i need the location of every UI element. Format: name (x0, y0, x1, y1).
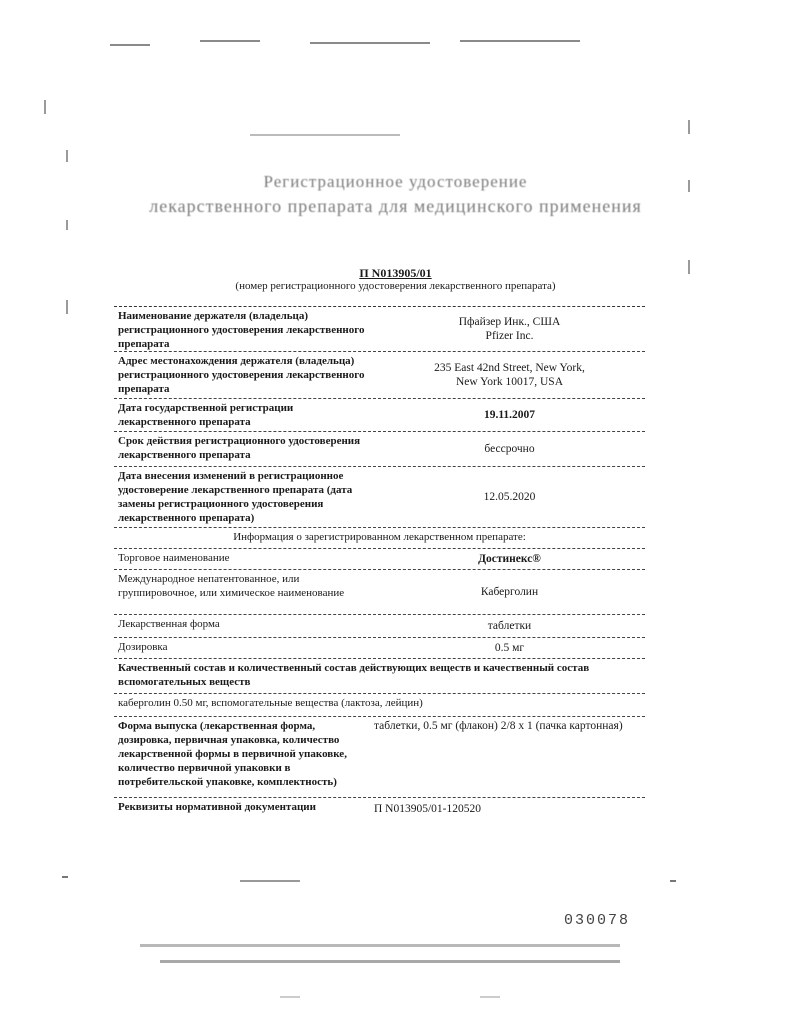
release-form: таблетки, 0.5 мг (флакон) 2/8 x 1 (пачка картонная) (374, 720, 623, 732)
row-label: Форма выпуска (лекарственная форма, дозировка, первичная упаковка, количество лекарственной формы в первичной упаковке, количество первичной упаковки в потребительской упаковке, комплектность) (118, 720, 347, 788)
table-row (114, 467, 645, 528)
dosage-form: таблетки (487, 620, 532, 632)
row-label: Дата внесения изменений в регистрационное удостоверение лекарственного препарата (дата замены регистрационного удостоверения лекарственного препарата) (118, 470, 353, 524)
table-row (114, 659, 645, 694)
row-label: Реквизиты нормативной документации (118, 801, 316, 813)
scan-noise (140, 944, 620, 947)
row-label: Международное непатентованное, или группировочное, или химическое наименование (118, 573, 345, 599)
scan-noise (460, 40, 580, 42)
validity-period: бессрочно (484, 443, 535, 455)
holder-name-ru: Пфайзер Инк., США (458, 316, 561, 328)
dosage: 0.5 мг (494, 642, 525, 654)
composition-value: каберголин 0.50 мг, вспомогательные вещества (лактоза, лейцин) (118, 697, 423, 709)
holder-name-en: Pfizer Inc. (485, 330, 534, 342)
document-title: Регистрационное удостоверение (263, 172, 528, 191)
scan-noise (480, 996, 500, 998)
address-line1: 235 East 42nd Street, New York, (434, 362, 585, 374)
composition-header: Качественный состав и количественный состав действующих веществ и качественный состав вспомогательных веществ (118, 662, 590, 688)
document-subtitle: лекарственного препарата для медицинского применения (149, 196, 642, 216)
scan-noise (160, 960, 620, 963)
scan-noise (62, 876, 68, 878)
inn-name: Каберголин (480, 586, 539, 598)
table-row (114, 307, 645, 352)
scan-noise (66, 300, 68, 314)
address-line2: New York 10017, USA (455, 376, 564, 388)
row-label: Наименование держателя (владельца) регистрационного удостоверения лекарственного препарата (118, 310, 365, 350)
table-row (114, 798, 645, 820)
row-label: Лекарственная форма (118, 618, 220, 630)
trade-name: Достинекс® (478, 553, 541, 565)
scan-noise (110, 44, 150, 46)
normative-docs: П N013905/01-120520 (374, 803, 482, 815)
scan-noise (670, 880, 676, 882)
table-row (114, 694, 645, 717)
table-row (114, 549, 645, 570)
row-label: Дата государственной регистрации лекарственного препарата (118, 402, 294, 428)
registration-date: 19.11.2007 (483, 409, 536, 421)
scan-noise (310, 42, 430, 44)
table-row (114, 399, 645, 432)
scan-noise (44, 100, 46, 114)
registration-number: П N013905/01 (359, 266, 432, 280)
table-row (114, 570, 645, 615)
info-header: Информация о зарегистрированном лекарственном препарате: (233, 531, 526, 543)
row-label: Торговое наименование (118, 552, 230, 564)
table-row (114, 615, 645, 638)
scan-noise (66, 150, 68, 162)
row-value (374, 307, 645, 351)
table-row (114, 638, 645, 659)
row-label: Срок действия регистрационного удостоверения лекарственного препарата (118, 435, 361, 461)
scan-noise (280, 996, 300, 998)
stamp-number: 030078 (564, 912, 631, 929)
scan-noise (688, 120, 690, 134)
row-label: Адрес местонахождения держателя (владельца) регистрационного удостоверения лекарственного препарата (118, 355, 365, 395)
scan-noise (240, 880, 300, 882)
registration-number-caption: (номер регистрационного удостоверения лекарственного препарата) (235, 280, 556, 292)
row-value (374, 352, 645, 398)
table-row (114, 352, 645, 399)
table-row (114, 528, 645, 549)
scan-noise (250, 134, 400, 136)
scan-noise (66, 220, 68, 230)
scan-noise (200, 40, 260, 42)
registration-table (114, 306, 645, 820)
table-row (114, 717, 645, 798)
change-date: 12.05.2020 (483, 491, 536, 503)
row-label: Дозировка (118, 641, 168, 653)
table-row (114, 432, 645, 467)
